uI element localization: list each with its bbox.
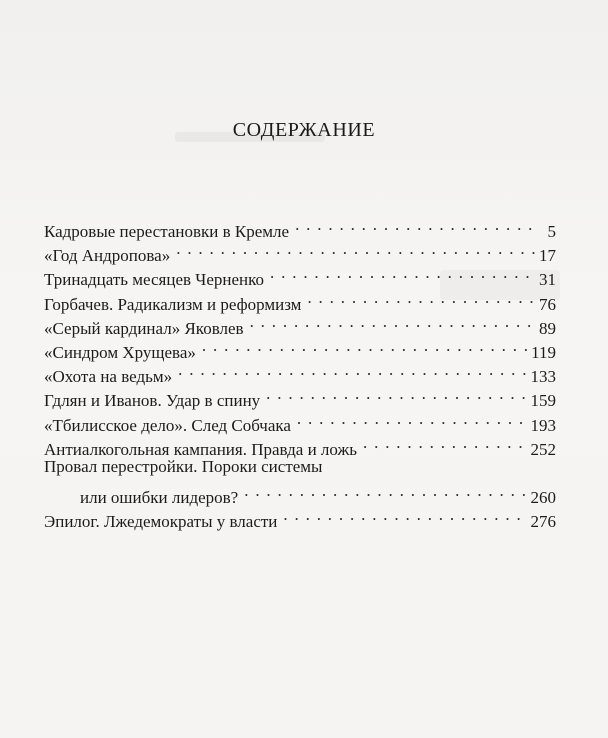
toc-entry-page: 17 <box>539 246 556 266</box>
dot-leader <box>295 213 540 237</box>
dot-leader <box>307 286 535 310</box>
toc-entry-page: 31 <box>539 270 556 290</box>
page-title: СОДЕРЖАНИЕ <box>232 119 376 141</box>
toc-entry-title: «Тбилисское дело». След Собчака <box>44 415 291 435</box>
toc-entry <box>44 213 556 241</box>
toc-entry-title: Антиалкогольная кампания. Правда и ложь <box>44 439 357 459</box>
dot-leader <box>270 261 535 285</box>
toc-entry-title: «Год Андропова» <box>44 246 171 266</box>
toc-entry-page: 252 <box>530 439 556 459</box>
toc-entry-page: 276 <box>530 512 556 532</box>
dot-leader <box>266 382 526 406</box>
toc-entry-title: Кадровые перестановки в Кремле <box>44 222 290 241</box>
toc-entry-page: 260 <box>530 488 556 508</box>
dot-leader <box>178 358 526 382</box>
toc-entry-page: 119 <box>531 342 556 362</box>
dot-leader <box>283 503 526 527</box>
dot-leader <box>250 310 535 334</box>
dot-leader <box>244 479 526 503</box>
dot-leader <box>176 237 535 261</box>
toc-entry <box>44 455 556 479</box>
toc-entry-title: «Серый кардинал» Яковлев <box>44 318 244 338</box>
toc-entry-page: 159 <box>530 391 556 411</box>
toc-entry-title: Провал перестройки. Пороки системы <box>44 456 323 476</box>
toc-entry-page: 76 <box>539 294 556 314</box>
toc-entry-page: 5 <box>547 222 556 241</box>
toc-entry-title: или ошибки лидеров? <box>80 488 239 508</box>
table-of-contents <box>44 213 556 532</box>
toc-entry-page: 133 <box>530 367 556 387</box>
dot-leader <box>202 334 527 358</box>
dot-leader <box>363 431 527 455</box>
toc-entry-continuation <box>44 479 556 508</box>
dot-leader <box>297 407 527 431</box>
toc-entry-page: 193 <box>530 415 556 435</box>
toc-entry-title: Эпилог. Лжедемократы у власти <box>44 512 278 532</box>
toc-entry-title: «Синдром Хрущева» <box>44 342 196 362</box>
toc-entry-title: «Охота на ведьм» <box>44 367 173 387</box>
toc-entry-title: Тринадцать месяцев Черненко <box>44 270 265 290</box>
toc-entry-page: 89 <box>539 318 556 338</box>
toc-entry-title: Горбачев. Радикализм и реформизм <box>44 294 302 314</box>
toc-entry-title: Гдлян и Иванов. Удар в спину <box>44 391 261 411</box>
